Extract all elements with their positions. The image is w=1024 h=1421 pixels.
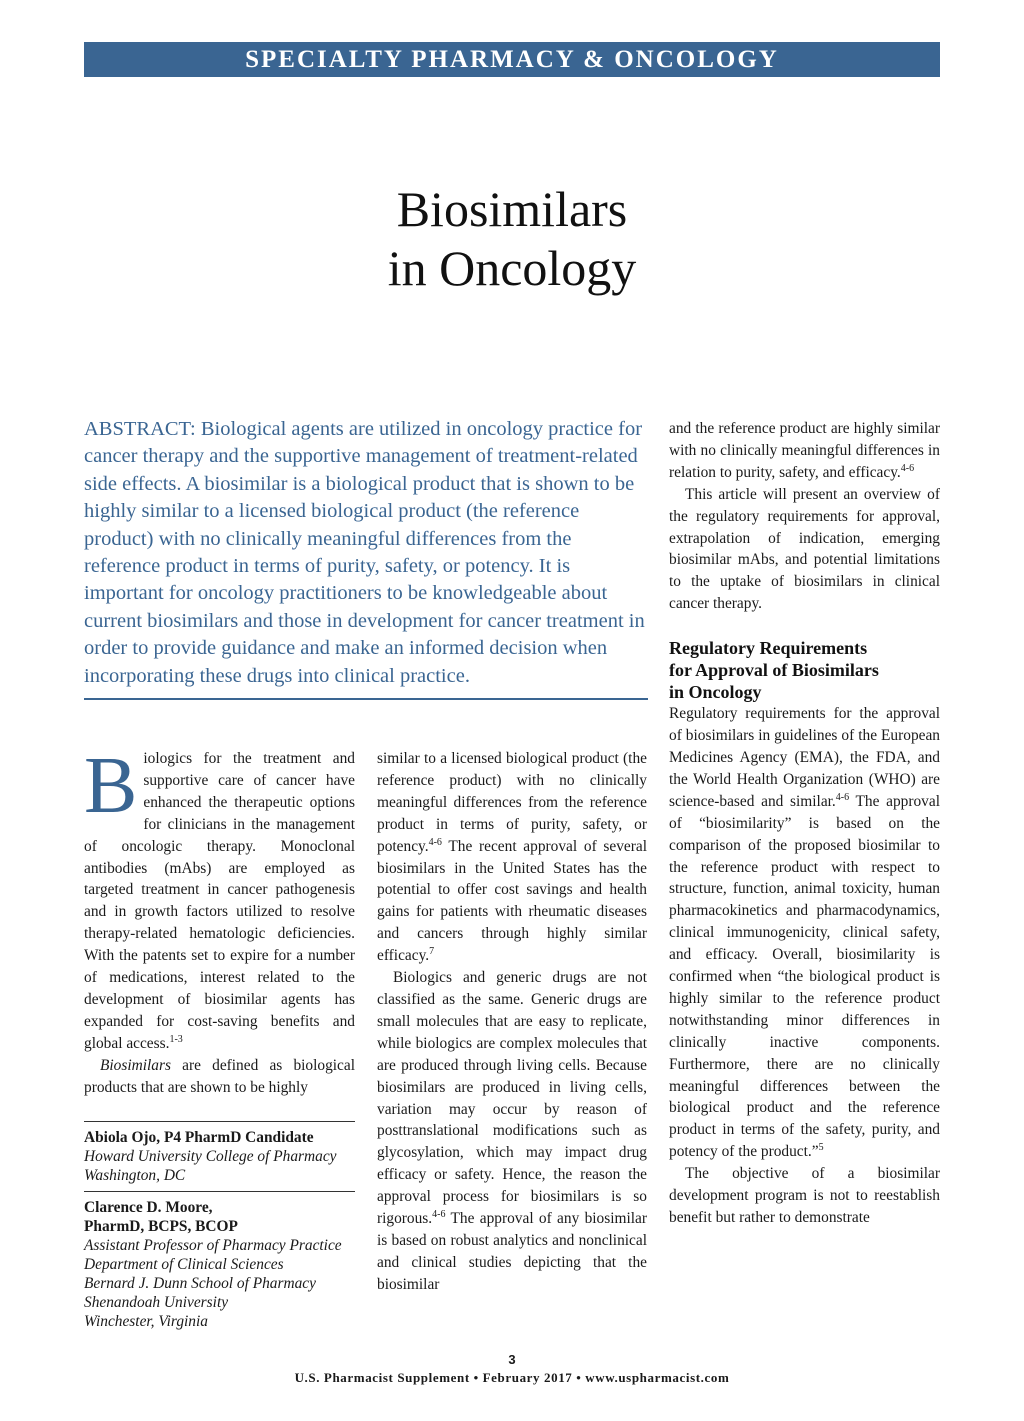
author-info-2 bbox=[84, 1191, 355, 1331]
reference-marker: 4-6 bbox=[835, 791, 850, 803]
body-paragraph: similar to a licensed biological product (the reference product) with no clinically meaningful differences from the reference product in terms of purity, safety, or potency.$^{4-6}$ The recent approval of several biosimilars in the United States has the potential to offer cost savings and health gains for patients with rheumatic diseases and cancers through highly similar efficacy.$^7$ bbox=[377, 750, 647, 965]
author-name: Clarence D. Moore, bbox=[84, 1198, 213, 1216]
reference-marker: 4-6 bbox=[900, 462, 915, 474]
body-paragraph: This article will present an overview of the regulatory requirements for approval, extrapolation of indication, emerging biosimilar mAbs, and potential limitations to the uptake of biosimilars in clinical cancer therapy. bbox=[669, 485, 940, 613]
author-location: Winchester, Virginia bbox=[84, 1312, 208, 1330]
definition-paragraph: Biosimilars are defined as biological products that are shown to be highly bbox=[84, 1056, 355, 1096]
column-1 bbox=[84, 742, 355, 1331]
body-paragraph: The objective of a biosimilar development program is not to reestablish benefit but rather to demonstrate bbox=[669, 1165, 940, 1226]
author-department: Department of Clinical Sciences bbox=[84, 1255, 284, 1273]
author-affiliation: Howard University College of Pharmacy bbox=[84, 1147, 337, 1165]
page-number: 3 bbox=[508, 1352, 516, 1367]
author-name: Abiola Ojo, P4 PharmD Candidate bbox=[84, 1128, 314, 1146]
drop-cap: B bbox=[84, 742, 138, 830]
body-paragraph: Regulatory requirements for the approval of biosimilars in guidelines of the European Medicines Agency (EMA), the FDA, and the World Health Organization (WHO) are science-based and similar.$^{4-6}$ The approval of “biosimilarity” is based on the comparison of the proposed biosimilar to the reference product with respect to structure, function, animal toxicity, human pharmacokinetics and pharmacodynamics, clinical immunogenicity, clinical safety, and efficacy. Overall, biosimilarity is confirmed when “the biological product is highly similar to the reference product notwithstanding minor differences in clinically inactive components. Furthermore, there are no clinically meaningful differences between the biological product and the reference product in terms of the safety, purity, and potency of the product.”$^5$ bbox=[669, 705, 940, 1161]
author-title: Assistant Professor of Pharmacy Practice bbox=[84, 1236, 342, 1254]
reference-marker: 5 bbox=[818, 1142, 824, 1154]
column-2 bbox=[377, 748, 647, 1296]
body-paragraph: and the reference product are highly similar with no clinically meaningful differences in relation to purity, safety, and efficacy.$^{4-6}$ bbox=[669, 420, 940, 481]
author-school: Bernard J. Dunn School of Pharmacy bbox=[84, 1274, 316, 1292]
author-info-1 bbox=[84, 1121, 355, 1185]
section-banner: SPECIALTY PHARMACY & ONCOLOGY bbox=[84, 42, 940, 77]
reference-marker: 4-6 bbox=[432, 1208, 446, 1220]
reference-marker: 7 bbox=[429, 946, 435, 958]
author-credentials: PharmD, BCPS, BCOP bbox=[84, 1217, 238, 1235]
author-university: Shenandoah University bbox=[84, 1293, 229, 1311]
title-line-1: Biosimilars bbox=[396, 181, 628, 237]
reference-marker: 1-3 bbox=[169, 1033, 183, 1045]
intro-paragraph: Biologics for the treatment and supportive care of cancer have enhanced the therapeutic options for clinicians in the management of oncologic therapy. Monoclonal antibodies (mAbs) are employed as targeted treatment in cancer pathogenesis and in growth factors utilized to resolve therapy-related hematologic deficiencies. With the patents set to expire for a number of medications, interest related to the development of biosimilar agents has expanded for cost-saving benefits and global access.$^{1-3}$ bbox=[84, 742, 355, 1052]
body-paragraph: Biologics and generic drugs are not classified as the same. Generic drugs are small molecules that are easy to replicate, while biologics are complex molecules that are produced through living cells. Because biosimilars are produced in living cells, variation may occur by reason of posttranslational modifications such as glycosylation, which may impact drug efficacy or safety. Hence, the reason the approval process for biosimilars is so rigorous.$^{4-6}$ The approval of any biosimilar is based on robust analytics and nonclinical and clinical studies depicting that the biosimilar bbox=[377, 969, 647, 1293]
reference-marker: 4-6 bbox=[428, 836, 442, 848]
abstract: ABSTRACT: Biological agents are utilized in oncology practice for cancer therapy and the supportive management of treatment-related side effects. A biosimilar is a biological product that is shown to be highly similar to a licensed biological product (the reference product) with no clinically meaningful differences from the reference product in terms of purity, safety, or potency. It is important for oncology practitioners to be knowledgeable about current biosimilars and those in development for cancer treatment in order to provide guidance and make an informed decision when incorporating these drugs into clinical practice. bbox=[84, 416, 648, 700]
page-footer: U.S. Pharmacist Supplement • February 2017 • www.uspharmacist.com bbox=[294, 1370, 730, 1385]
title-line-2: in Oncology bbox=[387, 240, 637, 296]
section-heading: Regulatory Requirements for Approval of Biosimilars in Oncology bbox=[669, 638, 879, 703]
column-3 bbox=[669, 418, 940, 1229]
article-title bbox=[300, 180, 724, 298]
author-location: Washington, DC bbox=[84, 1166, 186, 1184]
